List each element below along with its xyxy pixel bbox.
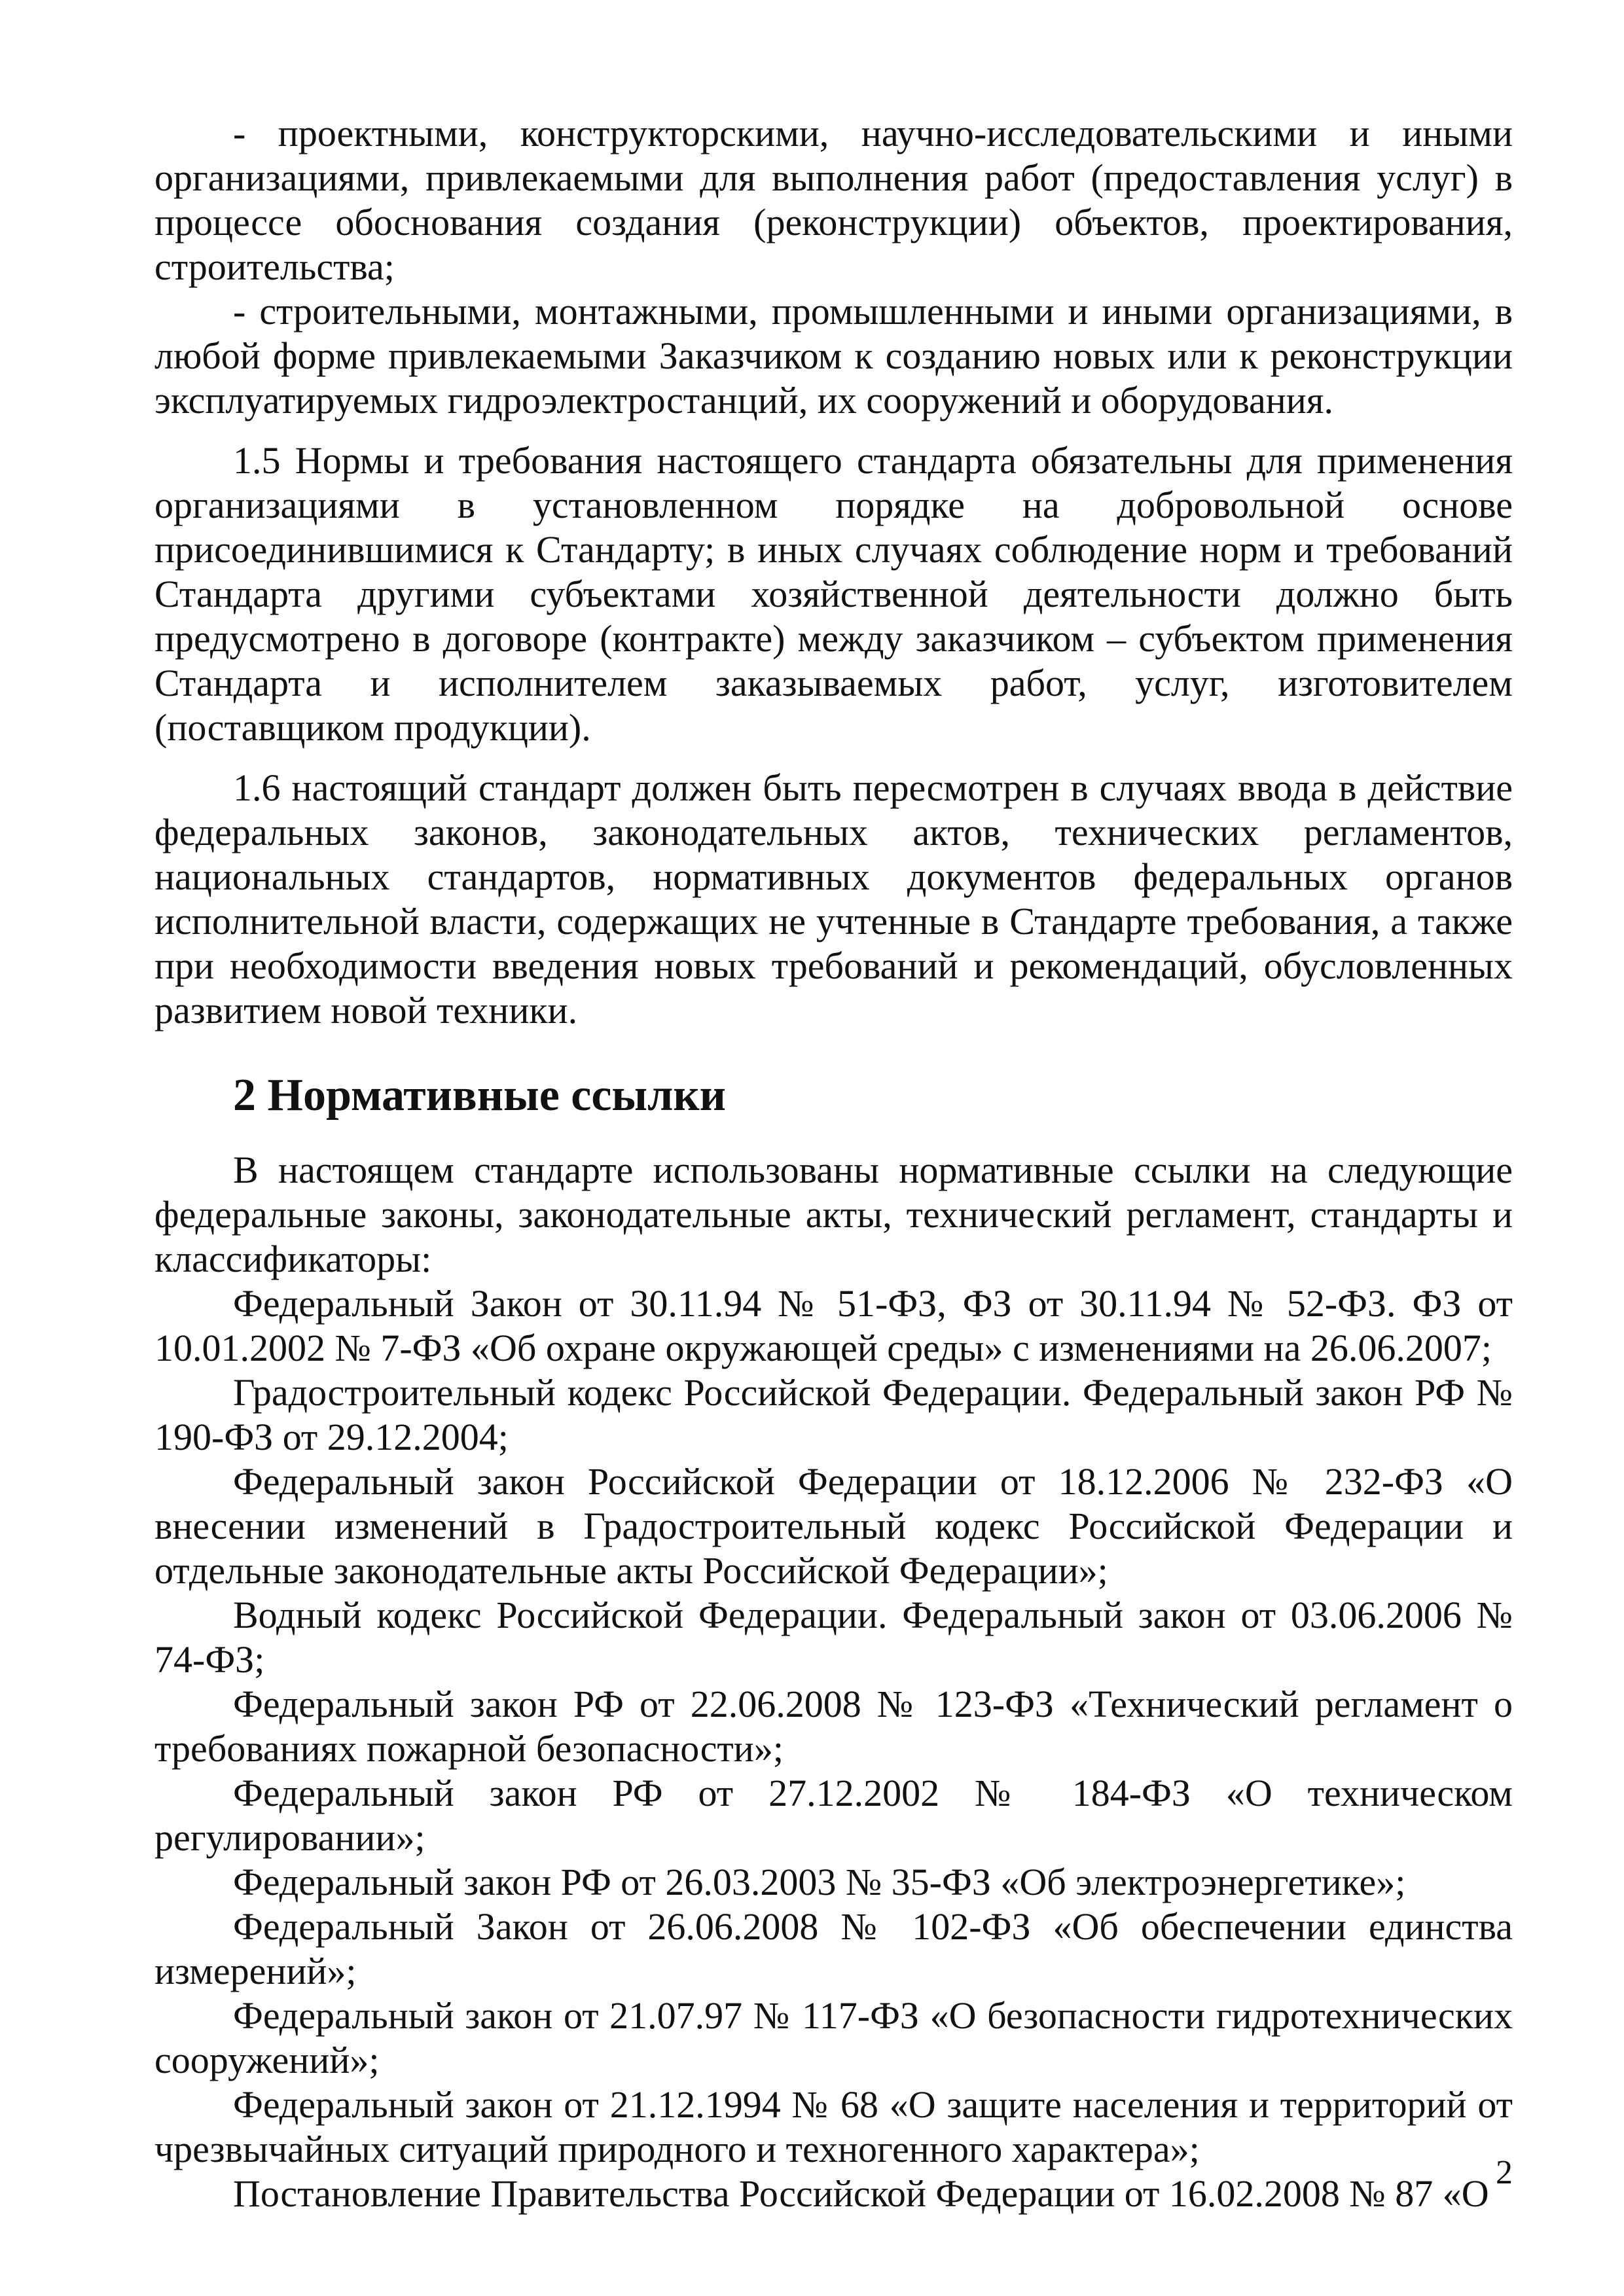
- clause-1-6: 1.6 настоящий стандарт должен быть пересмотрен в случаях ввода в действие федеральных законов, законодательных актов, технических регламентов, национальных стандартов, нормативных документов федеральных органов исполнительной власти, содержащих не учтенные в Стандарте требования, а также при необходимости введения новых требований и рекомендаций, обусловленных развитием новой техники.: [154, 766, 1513, 1031]
- reference-item: Федеральный закон от 21.12.1994 № 68 «О защите населения и территорий от чрезвычайных ситуаций природного и техногенного характера»;: [154, 2083, 1513, 2170]
- reference-item: Градостроительный кодекс Российской Федерации. Федеральный закон РФ № 190-ФЗ от 29.12.2004;: [154, 1371, 1513, 1458]
- reference-item: Федеральный Закон от 26.06.2008 № 102-ФЗ «Об обеспечении единства измерений»;: [154, 1905, 1513, 1992]
- reference-item: Федеральный Закон от 30.11.94 № 51-ФЗ, ФЗ от 30.11.94 № 52-ФЗ. ФЗ от 10.01.2002 № 7-ФЗ «Об охране окружающей среды» с изменениями на 26.06.2007;: [154, 1282, 1513, 1369]
- reference-item: Федеральный закон РФ от 22.06.2008 № 123-ФЗ «Технический регламент о требованиях пожарной безопасности»;: [154, 1683, 1513, 1770]
- reference-item: Федеральный закон Российской Федерации от 18.12.2006 № 232-ФЗ «О внесении изменений в Градостроительный кодекс Российской Федерации и отдельные законодательные акты Российской Федерации»;: [154, 1460, 1513, 1592]
- page-number: 2: [1496, 2154, 1513, 2191]
- reference-item: Федеральный закон РФ от 27.12.2002 № 184-ФЗ «О техническом регулировании»;: [154, 1772, 1513, 1859]
- clause-1-5: 1.5 Нормы и требования настоящего стандарта обязательны для применения организациями в установленном порядке на добровольной основе присоединившимися к Стандарту; в иных случаях соблюдение норм и требований Стандарта другими субъектами хозяйственной деятельности должно быть предусмотрено в договоре (контракте) между заказчиком – субъектом применения Стандарта и исполнителем заказываемых работ, услуг, изготовителем (поставщиком продукции).: [154, 439, 1513, 749]
- section-intro: В настоящем стандарте использованы нормативные ссылки на следующие федеральные законы, законодательные акты, технический регламент, стандарты и классификаторы:: [154, 1149, 1513, 1280]
- reference-item: Постановление Правительства Российской Федерации от 16.02.2008 № 87 «О: [233, 2172, 1489, 2215]
- reference-item: Федеральный закон РФ от 26.03.2003 № 35-ФЗ «Об электроэнергетике»;: [233, 1861, 1406, 1903]
- reference-item: Федеральный закон от 21.07.97 № 117-ФЗ «О безопасности гидротехнических сооружений»;: [154, 1994, 1513, 2081]
- section-heading: 2 Нормативные ссылки: [233, 1070, 727, 1121]
- intro-paragraph: - строительными, монтажными, промышленными и иными организациями, в любой форме привлекаемыми Заказчиком к созданию новых или к реконструкции эксплуатируемых гидроэлектростанций, их сооружений и оборудования.: [154, 290, 1513, 422]
- intro-paragraph: - проектными, конструкторскими, научно-исследовательскими и иными организациями, привлекаемыми для выполнения работ (предоставления услуг) в процессе обоснования создания (реконструкции) объектов, проектирования, строительства;: [154, 112, 1513, 288]
- reference-item: Водный кодекс Российской Федерации. Федеральный закон от 03.06.2006 № 74-ФЗ;: [154, 1594, 1513, 1681]
- page-content: [154, 111, 1513, 2216]
